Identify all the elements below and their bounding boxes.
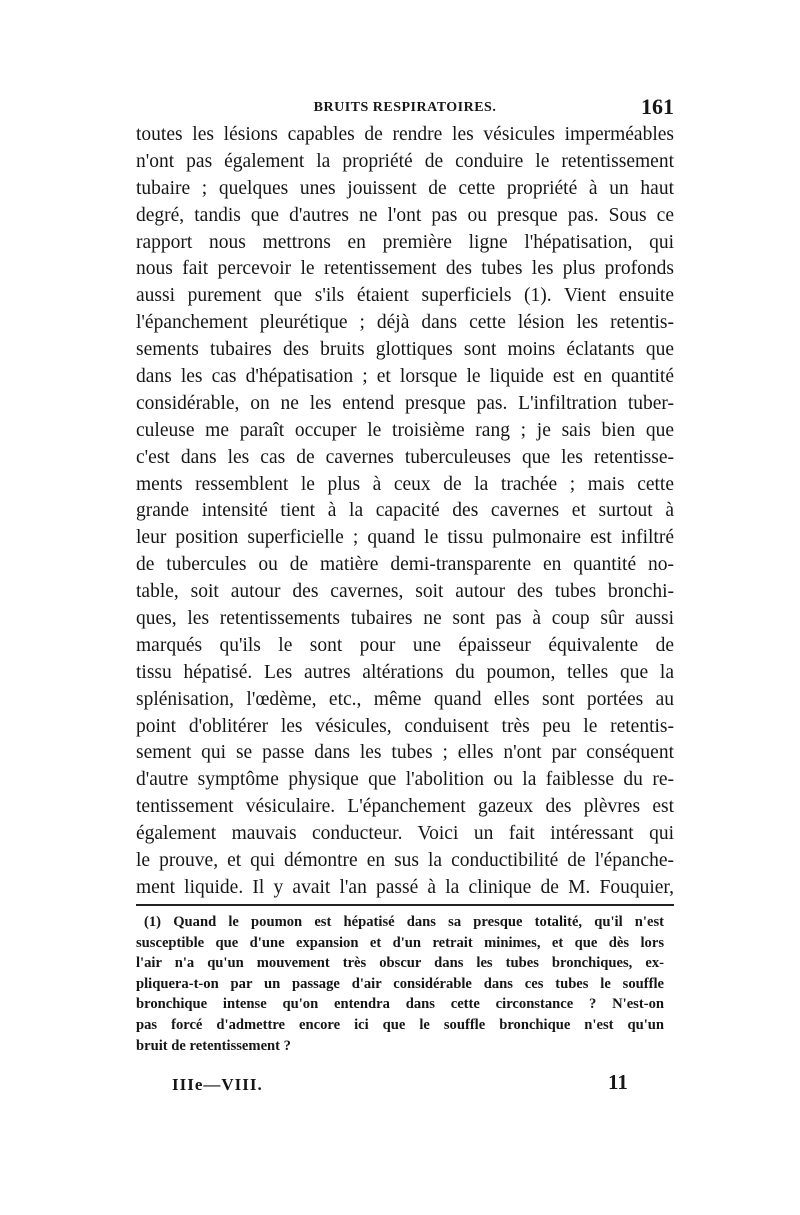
page-number: 161 <box>641 94 674 119</box>
body-line: splénisation, l'œdème, etc., même quand elles sont portées au <box>136 688 674 710</box>
body-line: aussi purement que s'ils étaient superficiels (1). Vient ensuite <box>136 285 674 307</box>
footnote-line: bruit de retentissement ? <box>136 1037 291 1054</box>
body-line: dans les cas d'hépatisation ; et lorsque le liquide est en quantité <box>136 366 674 388</box>
body-line: ment liquide. Il y avait l'an passé à la clinique de M. Fouquier, <box>136 876 674 898</box>
body-line: l'épanchement pleurétique ; déjà dans cette lésion les retentis- <box>136 312 674 334</box>
body-line: marqués qu'ils le sont pour une épaisseur équivalente de <box>136 634 674 656</box>
footnote-line: pliquera-t-on par un passage d'air considérable dans ces tubes le souffle <box>136 975 664 992</box>
body-line: sement qui se passe dans les tubes ; elles n'ont par conséquent <box>136 742 674 764</box>
footnote-line: (1) Quand le poumon est hépatisé dans sa presque totalité, qu'il n'est <box>144 914 664 930</box>
body-line: de tubercules ou de matière demi-transparente en quantité no- <box>136 554 674 576</box>
footnote-separator <box>136 904 674 906</box>
footnote-line: susceptible que d'une expansion et d'un retrait minimes, et que dès lors <box>136 934 664 951</box>
body-line: le prouve, et qui démontre en sus la conductibilité de l'épanche- <box>136 850 674 872</box>
printer-signature: IIIe—VIII. <box>172 1075 263 1094</box>
sheet-number: 11 <box>608 1070 628 1094</box>
body-line: point d'oblitérer les vésicules, conduisent très peu le retentis- <box>136 715 674 737</box>
body-line: considérable, on ne les entend presque pas. L'infiltration tuber- <box>136 392 674 414</box>
body-line: également mauvais conducteur. Voici un fait intéressant qui <box>136 823 674 845</box>
body-line: leur position superficielle ; quand le tissu pulmonaire est infiltré <box>136 527 674 549</box>
footnote-line: pas forcé d'admettre encore ici que le souffle bronchique n'est qu'un <box>136 1016 664 1033</box>
body-line: degré, tandis que d'autres ne l'ont pas ou presque pas. Sous ce <box>136 204 674 226</box>
body-line: ques, les retentissements tubaires ne sont pas à coup sûr aussi <box>136 608 674 630</box>
footnote <box>136 912 664 1056</box>
body-line: ments ressemblent le plus à ceux de la trachée ; mais cette <box>136 473 674 495</box>
body-line: table, soit autour des cavernes, soit autour des tubes bronchi- <box>136 581 674 603</box>
body-line: tentissement vésiculaire. L'épanchement gazeux des plèvres est <box>136 796 674 818</box>
body-line: culeuse me paraît occuper le troisième rang ; je sais bien que <box>136 419 674 441</box>
body-line: tubaire ; quelques unes jouissent de cette propriété à un haut <box>136 177 674 199</box>
body-line: c'est dans les cas de cavernes tuberculeuses que les retentisse- <box>136 446 674 468</box>
body-line: n'ont pas également la propriété de conduire le retentissement <box>136 150 674 172</box>
body-text <box>136 122 674 902</box>
body-line: sements tubaires des bruits glottiques sont moins éclatants que <box>136 339 674 361</box>
running-title: BRUITS RESPIRATOIRES. <box>313 100 497 115</box>
footnote-line: bronchique intense qu'on entendra dans cette circonstance ? N'est-on <box>136 996 664 1013</box>
body-line: grande intensité tient à la capacité des cavernes et surtout à <box>136 500 674 522</box>
running-head <box>136 94 674 122</box>
body-line: nous fait percevoir le retentissement des tubes les plus profonds <box>136 258 674 280</box>
body-line: toutes les lésions capables de rendre les vésicules imperméables <box>136 124 674 145</box>
body-line: d'autre symptôme physique que l'abolition ou la faiblesse du re- <box>136 769 674 791</box>
footnote-line: l'air n'a qu'un mouvement très obscur dans les tubes bronchiques, ex- <box>136 955 664 972</box>
body-line: tissu hépatisé. Les autres altérations du poumon, telles que la <box>136 661 674 683</box>
body-line: rapport nous mettrons en première ligne l'hépatisation, qui <box>136 231 674 253</box>
